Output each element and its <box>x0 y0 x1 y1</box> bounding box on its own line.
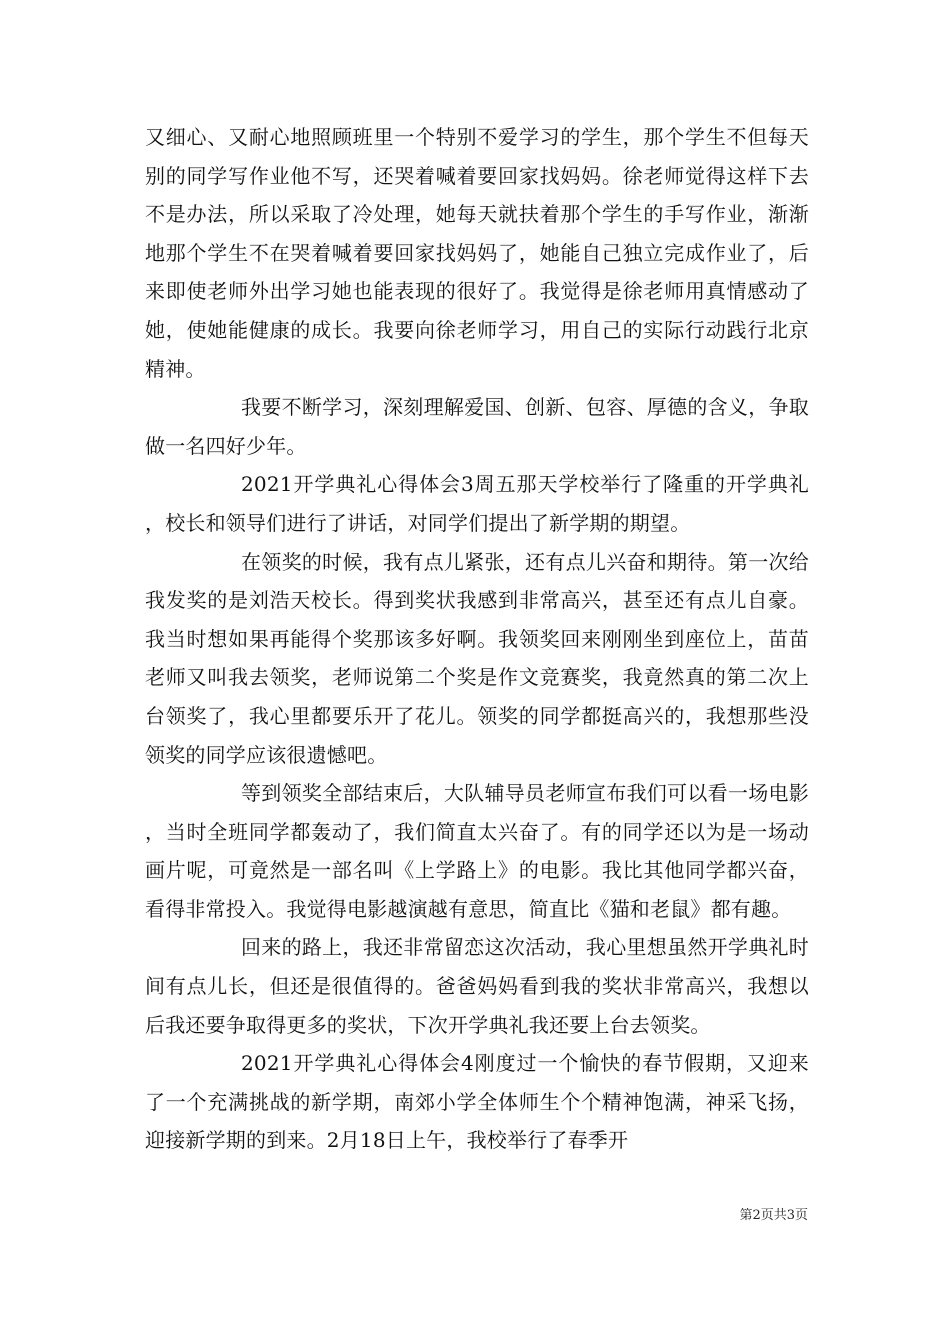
paragraph-continued: 又细心、又耐心地照顾班里一个特别不爱学习的学生，那个学生不但每天别的同学写作业他不写，还哭着喊着要回家找妈妈。徐老师觉得这样下去不是办法，所以采取了冷处理，她每天就扶着那个学生的手写作业，渐渐地那个学生不在哭着喊着要回家找妈妈了，她能自己独立完成作业了，后来即使老师外出学习她也能表现的很好了。我觉得是徐老师用真情感动了她，使她能健康的成长。我要向徐老师学习，用自己的实际行动践行北京精神。 <box>145 125 809 381</box>
paragraph: 等到领奖全部结束后，大队辅导员老师宣布我们可以看一场电影，当时全班同学都轰动了，我们简直太兴奋了。有的同学还以为是一场动画片呢，可竟然是一部名叫《上学路上》的电影。我比其他同学都兴奋，看得非常投入。我觉得电影越演越有意思，简直比《猫和老鼠》都有趣。 <box>145 781 809 921</box>
page-number-footer: 第2页共3页 <box>739 1208 808 1223</box>
paragraph: 2021开学典礼心得体会4刚度过一个愉快的春节假期，又迎来了一个充满挑战的新学期，南郊小学全体师生个个精神饱满，神采飞扬，迎接新学期的到来。2月18日上午，我校举行了春季开 <box>145 1051 809 1153</box>
paragraph: 回来的路上，我还非常留恋这次活动，我心里想虽然开学典礼时间有点儿长，但还是很值得的。爸爸妈妈看到我的奖状非常高兴，我想以后我还要争取得更多的奖状，下次开学典礼我还要上台去领奖。 <box>145 935 809 1037</box>
paragraph: 我要不断学习，深刻理解爱国、创新、包容、厚德的含义，争取做一名四好少年。 <box>145 395 809 458</box>
paragraph: 2021开学典礼心得体会3周五那天学校举行了隆重的开学典礼，校长和领导们进行了讲话，对同学们提出了新学期的期望。 <box>145 472 809 535</box>
paragraph: 在领奖的时候，我有点儿紧张，还有点儿兴奋和期待。第一次给我发奖的是刘浩天校长。得到奖状我感到非常高兴，甚至还有点儿自豪。我当时想如果再能得个奖那该多好啊。我领奖回来刚刚坐到座位上，苗苗老师又叫我去领奖，老师说第二个奖是作文竞赛奖，我竟然真的第二次上台领奖了，我心里都要乐开了花儿。领奖的同学都挺高兴的，我想那些没领奖的同学应该很遗憾吧。 <box>145 549 809 767</box>
document-body <box>145 118 809 1160</box>
